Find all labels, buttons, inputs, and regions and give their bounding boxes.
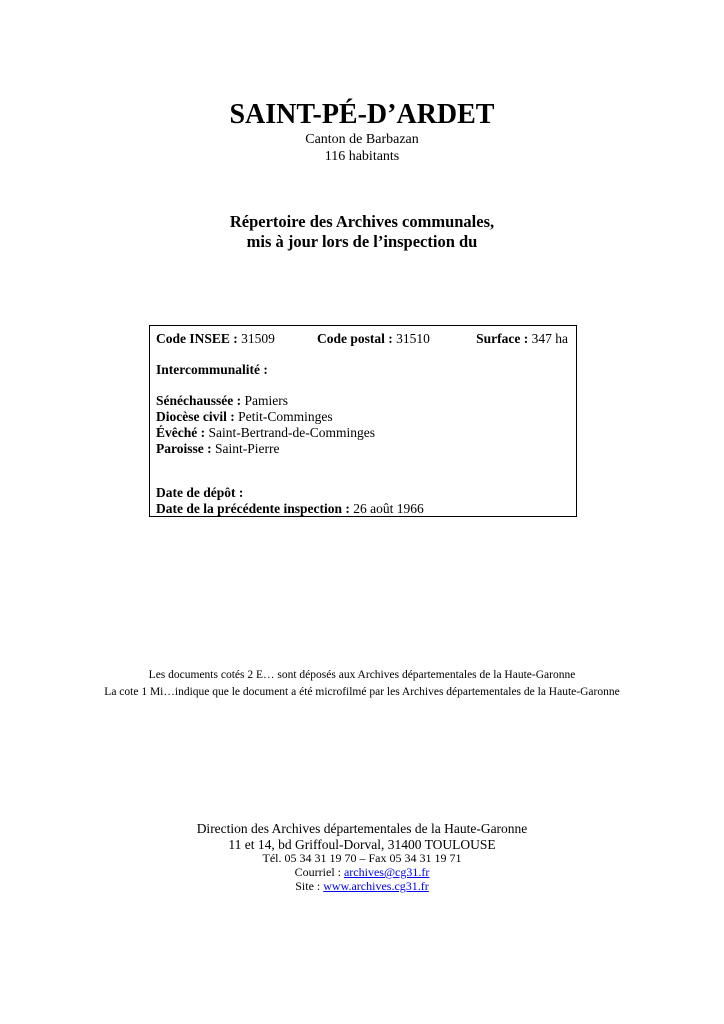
footer-address: 11 et 14, bd Griffoul-Dorval, 31400 TOULOUSE xyxy=(228,837,496,852)
surface-label: Surface : xyxy=(476,331,529,346)
senechaussee-label: Sénéchaussée : xyxy=(156,393,242,408)
eveche xyxy=(156,425,375,441)
info-box xyxy=(149,325,577,517)
code-insee-value: 31509 xyxy=(237,331,275,346)
note-line-2: La cote 1 Mi…indique que le document a été microfilmé par les Archives départementales de la Haute-Garonne xyxy=(104,686,620,698)
eveche-value: Saint-Bertrand-de-Comminges xyxy=(205,425,375,440)
code-postal-value: 31510 xyxy=(392,331,430,346)
paroisse-value: Saint-Pierre xyxy=(211,441,280,456)
courriel-label: Courriel : xyxy=(294,865,344,879)
subtitle-line-2: mis à jour lors de l’inspection du xyxy=(246,232,478,251)
surface xyxy=(476,331,568,347)
code-insee-label: Code INSEE : xyxy=(156,331,238,346)
footer-direction: Direction des Archives départementales de la Haute-Garonne xyxy=(196,821,528,836)
date-precedente-inspection xyxy=(156,501,424,517)
intercommunalite xyxy=(156,362,268,378)
habitants-text: 116 habitants xyxy=(324,149,400,164)
code-postal-label: Code postal : xyxy=(317,331,393,346)
site-link[interactable]: www.archives.cg31.fr xyxy=(323,879,429,893)
date-depot-label: Date de dépôt : xyxy=(156,485,244,500)
date-depot xyxy=(156,485,243,501)
surface-value: 347 ha xyxy=(528,331,568,346)
footer-tel: Tél. 05 34 31 19 70 – Fax 05 34 31 19 71 xyxy=(262,851,462,865)
date-precedente-label: Date de la précédente inspection : xyxy=(156,501,350,516)
intercommunalite-label: Intercommunalité : xyxy=(156,362,268,377)
footer-courriel xyxy=(0,865,724,880)
paroisse xyxy=(156,441,279,457)
diocese-civil xyxy=(156,409,333,425)
subtitle-line-1: Répertoire des Archives communales, xyxy=(229,212,495,231)
page-title: SAINT-PÉ-D’ARDET xyxy=(229,99,495,130)
senechaussee xyxy=(156,393,288,409)
diocese-label: Diocèse civil : xyxy=(156,409,235,424)
canton-text: Canton de Barbazan xyxy=(305,132,419,147)
code-postal xyxy=(317,331,430,347)
senechaussee-value: Pamiers xyxy=(241,393,288,408)
site-label: Site : xyxy=(295,879,324,893)
eveche-label: Évêché : xyxy=(156,425,206,440)
diocese-value: Petit-Comminges xyxy=(234,409,333,424)
note-line-1: Les documents cotés 2 E… sont déposés aux Archives départementales de la Haute-Garonne xyxy=(148,669,576,681)
paroisse-label: Paroisse : xyxy=(156,441,212,456)
date-precedente-value: 26 août 1966 xyxy=(349,501,424,516)
courriel-link[interactable]: archives@cg31.fr xyxy=(343,865,430,879)
footer-site xyxy=(0,879,724,894)
code-insee xyxy=(156,331,275,347)
